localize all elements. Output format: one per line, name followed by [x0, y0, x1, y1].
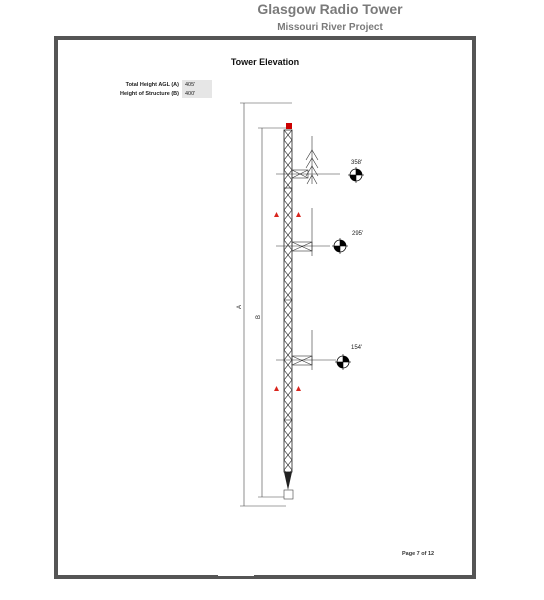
- dimension-label-b: B: [256, 314, 262, 320]
- spec-value: 405': [182, 80, 212, 89]
- document-subtitle: Missouri River Project: [277, 22, 383, 33]
- spec-value: 400': [182, 89, 212, 98]
- dimension-line-b: [256, 128, 286, 497]
- page-number: Page 7 of 12: [402, 551, 435, 557]
- elevation-label: 295': [352, 231, 364, 237]
- page-heading: Tower Elevation: [230, 57, 300, 67]
- elevation-marker-358: [348, 160, 364, 183]
- dimension-label-a: A: [237, 304, 243, 310]
- beacon-light: [286, 123, 292, 129]
- tower-mast: [284, 130, 293, 499]
- elevation-marker-295: [332, 231, 363, 254]
- spec-label: Total Height AGL (A): [125, 81, 179, 88]
- elevation-label: 154': [351, 345, 363, 351]
- spec-label: Height of Structure (B): [120, 90, 179, 97]
- elevation-label: 358': [351, 160, 363, 166]
- elevation-marker-154: [335, 345, 362, 370]
- document-title: Glasgow Radio Tower: [257, 1, 403, 17]
